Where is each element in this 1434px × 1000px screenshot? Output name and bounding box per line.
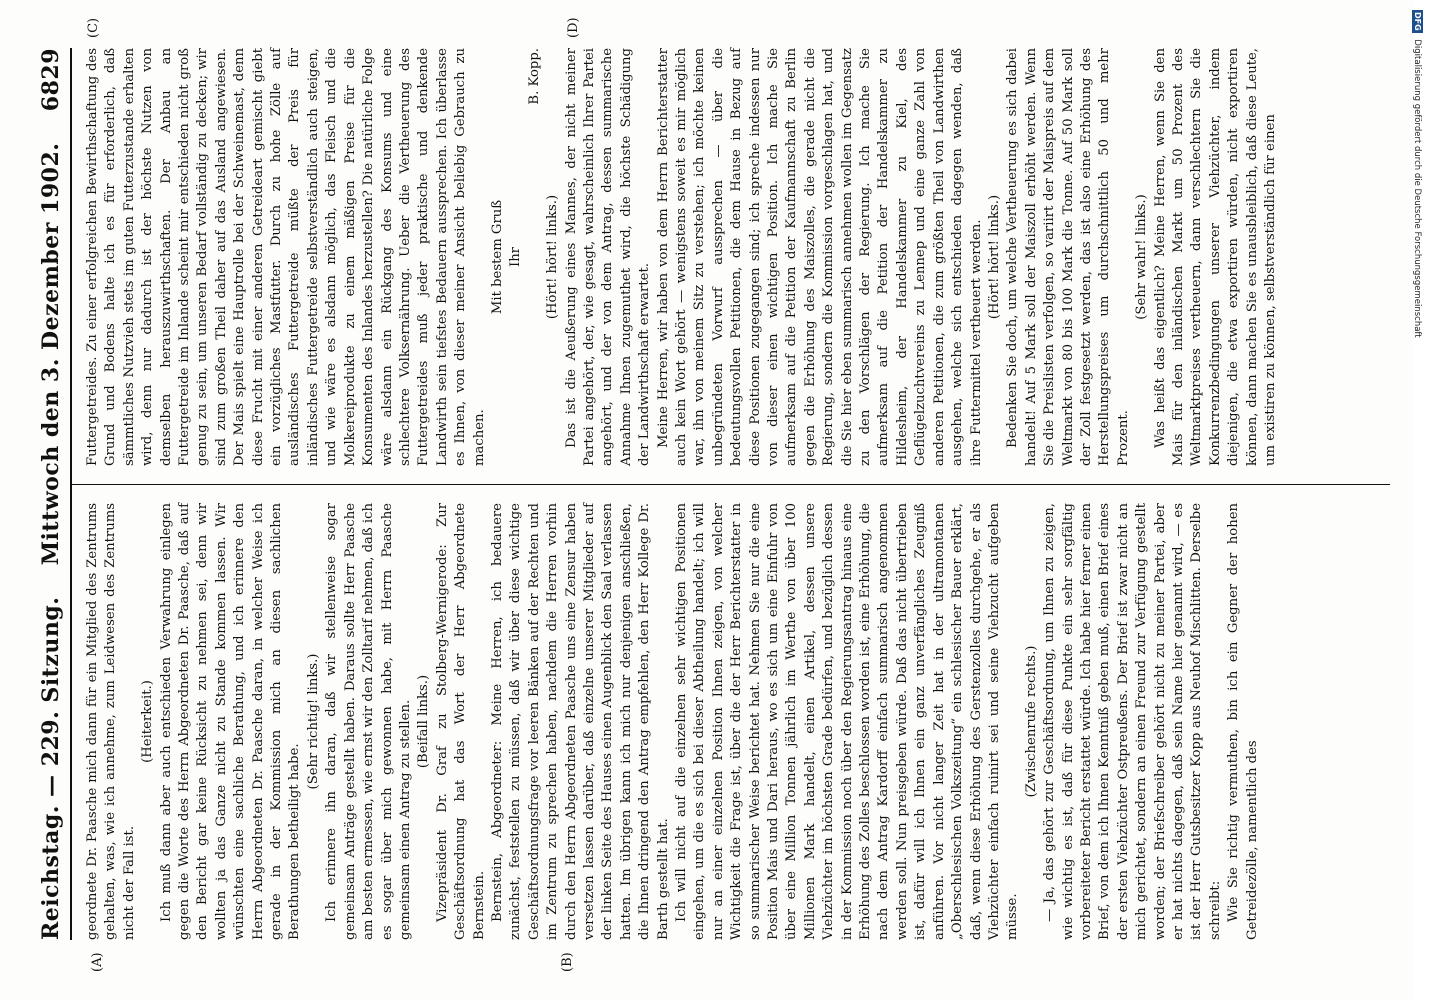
right-column-paragraph: (Sehr wahr! links.)	[1134, 194, 1150, 320]
page-number: 6829	[38, 48, 64, 112]
column-separator	[72, 484, 1390, 485]
right-column-paragraph: Futtergetreides. Zu einer erfolgreichen Bewirthschaftung des Grund und Bodens halte ich es für erforderlich, daß sämmtliches Nutzvieh stets im guten Futterzustande erhalten wird, denn nur dadurch ist der höchste Nutzen von demselben herauszuwirthschaften. Der Anbau an Futtergetreide im Inlande scheint mir entschieden nicht groß genug zu sein, um unseren Bedarf vollständig zu decken; wir sind zum großen Theil daher auf das Ausland angewiesen. Der Mais spielt eine Hauptrolle bei der Schweinemast, denn diese Frucht mit einer anderen Getreideart gemischt giebt ein vorzügliches Mastfutter. Durch zu hohe Zölle auf ausländisches Futtergetreide müßte der Preis für inländisches Futtergetreide selbstverständlich auch steigen, und wie wäre es alsdann möglich, das Fleisch und die Molkereiprodukte zu einem mäßigen Preise für die Konsumenten des Inlandes herzustellen? Die natürliche Folge wäre alsdann ein Rückgang des Konsums und eine schlechtere Volksernährung. Ueber die Vertheuerung des Futtergetreides muß jeder praktische und denkende Landwirth sein tiefstes Bedauern aussprechen. Ich überlasse es Ihnen, von dieser meiner Ansicht beliebig Gebrauch zu machen.	[85, 48, 487, 466]
right-column-paragraph: Mit bestem Gruß	[489, 199, 505, 315]
left-column-paragraph: Ich erinnere ihn daran, daß wir stellenweise sogar gemeinsam Anträge gestellt haben. Daraus sollte Herr Paasche am besten ermessen, wie ernst wir den Zolltarif nehmen, daß ich es sogar über mich gewonnen habe, mit Herrn Paasche gemeinsam einen Antrag zu stellen.	[324, 503, 413, 940]
right-column-paragraph: (Hört! hört! links.)	[545, 194, 561, 320]
left-column-paragraph: (Heiterkeit.)	[140, 680, 156, 763]
header-date: Mittwoch den 3. Dezember 1902.	[38, 142, 64, 566]
header-left: Reichstag. — 229. Sitzung.	[38, 596, 64, 940]
header-rule	[70, 48, 72, 940]
right-column-paragraph: Bedenken Sie doch, um welche Vertheuerung es sich dabei handelt! Auf 5 Mark soll der Maiszoll erhöht werden. Wenn Sie die Preislisten verfolgen, so variirt der Maispreis auf dem Weltmarkt von 80 bis 100 Mark die Tonne. Auf 50 Mark soll der Zoll festgesetzt werden, das ist also eine Erhöhung des Herstellungspreises um durchschnittlich 50 und mehr Prozent.	[1005, 48, 1131, 466]
margin-marker-b: (B)	[560, 952, 575, 972]
left-column	[84, 503, 1390, 940]
left-column-paragraph: (Beifall links.)	[416, 674, 432, 769]
left-column-paragraph: (Sehr richtig! links.)	[305, 653, 321, 790]
funding-note: Digitalisierung gefördert durch die Deutsche Forschungsgemeinschaft	[1412, 39, 1422, 338]
right-column	[84, 48, 1390, 466]
left-column-paragraph: (Zwischenrufe rechts.)	[1023, 645, 1039, 798]
margin-marker-c: (C)	[86, 17, 101, 38]
right-column-paragraph: Meine Herren, wir haben von dem Herrn Berichterstatter auch kein Wort gehört — wenigstens soweit es mir möglich war, ihn von meinem Sitz zu verstehen; ich möchte keinen unbegründeten Vorwurf aussprechen — über die bedeutungsvollen Petitionen, die dem Hause in Bezug auf diese Positionen zugegangen sind; ich spreche indessen nur von dieser einen wichtigen Position. Ich mache Sie aufmerksam auf die Petition der Kaufmannschaft zu Berlin gegen die Erhöhung des Maiszolles, die gerade nicht die Regierung, sondern die Kommission vorgeschlagen hat, und die Sie hier eben summarisch annehmen wollen im Gegensatz zu den Vorschlägen der Regierung. Ich mache Sie aufmerksam auf die Petition der Handelskammer zu Hildesheim, der Handelskammer zu Kiel, des Geflügelzuchtvereins zu Lennep und eine ganze Zahl von anderen Petitionen, die zum größten Theil von Landwirthen ausgehen, welche sich entschieden dagegen wenden, daß ihre Futtermittel vertheuert werden.	[655, 48, 984, 466]
right-column-paragraph: Was heißt das eigentlich? Meine Herren, wenn Sie den Mais für den inländischen Markt um 50 Prozent des Weltmarktpreises vertheuern, dann verschlechtern Sie die Konkurrenzbedingungen unserer Viehzüchter, indem diejenigen, die etwa exportiren würden, nicht exportiren können, dann machen Sie es unausbleiblich, daß diese Leute, um existiren zu können, selbstverständlich für einen	[1152, 48, 1278, 466]
margin-marker-d: (D)	[566, 17, 581, 38]
page-header	[24, 48, 64, 940]
dfg-logo: DFG	[1413, 12, 1422, 31]
left-column-paragraph: Bernstein, Abgeordneter: Meine Herren, ich bedauere zunächst, feststellen zu müssen, daß wir über diese wichtige Geschäftsordnungsfrage vor leeren Bänken auf der Rechten und im Zentrum zu sprechen haben, nachdem die Herren vorhin durch den Herrn Abgeordneten Paasche uns eine Zensur haben versetzen lassen darüber, daß einzelne unserer Mitglieder auf der linken Seite des Hauses einen Augenblick den Saal verlassen hatten. Im übrigen kann ich mich nur denjenigen anschließen, die Ihnen dringend den Antrag empfehlen, den Herr Kollege Dr. Barth gestellt hat.	[489, 503, 671, 940]
right-column-paragraph: Ihr	[508, 247, 524, 268]
left-column-paragraph: Vizepräsident Dr. Graf zu Stolberg-Wernigerode: Zur Geschäftsordnung hat das Wort der Herr Abgeordnete Bernstein.	[434, 503, 487, 940]
funding-strip	[1408, 0, 1434, 1000]
left-column-paragraph: Ich will nicht auf die einzelnen sehr wichtigen Positionen eingehen, um die es sich bei dieser Abtheilung handelt; ich will nur an einer einzelnen Position Ihnen zeigen, von welcher Wichtigkeit die Frage ist, über die der Herr Berichterstatter in so summarischer Weise berichtet hat. Nehmen Sie nur die eine Position Mais und Dari heraus, wo es sich um eine Einfuhr von über eine Million Tonnen jährlich im Werthe von über 100 Millionen Mark handelt, einen Artikel, dessen unsere Viehzüchter im höchsten Grade bedürfen, und bezüglich dessen in der Kommission noch über den Regierungsantrag hinaus eine Erhöhung des Zolles beschlossen worden ist, eine Erhöhung, die nach dem Antrag Kardorff einfach summarisch angenommen werden soll. Nun preisgeben würde. Daß das nicht übertrieben ist, dafür will ich Ihnen ein ganz unverfängliches Zeugniß anführen. Vor nicht langer Zeit hat in der ultramontanen „Oberschlesischen Volkszeitung“ ein schlesischer Bauer erklärt, daß, wenn diese Erhöhung des Gerstenzolles durchgehe, er als Viehzüchter einfach ruinirt sei und seine Viehzucht aufgeben müsse.	[674, 503, 1021, 940]
margin-marker-a: (A)	[90, 952, 105, 972]
right-column-paragraph: Das ist die Aeußerung eines Mannes, der nicht meiner Partei angehört, der, wie gesagt, wahrscheinlich Ihrer Partei angehört, und der von dem Antrag, dessen summarische Annahme Ihnen zugemuthet wird, die höchste Schädigung der Landwirthschaft erwartet.	[563, 48, 653, 466]
left-column-paragraph: Wie Sie richtig vermuthen, bin ich ein Gegner der hohen Getreidezölle, namentlich des	[1226, 503, 1260, 940]
right-column-paragraph: B. Kopp.	[526, 48, 542, 105]
left-column-paragraph: Ich muß dann aber auch entschieden Verwahrung einlegen gegen die Worte des Herrn Abgeordneten Dr. Paasche, daß auf den Bericht gar keine Rücksicht zu nehmen sei, denn wir wollten ja das Ganze nicht zu Stande kommen lassen. Wir wünschten eine sachliche Berathung, und ich erinnere den Herrn Abgeordneten Dr. Paasche daran, in welcher Weise ich gerade in der Kommission mich an diesen sachlichen Berathungen betheiligt habe.	[158, 503, 303, 940]
left-column-paragraph: — Ja, das gehört zur Geschäftsordnung, um Ihnen zu zeigen, wie wichtig es ist, daß für diese Punkte ein sehr sorgfältig vorbereiteter Bericht erstattet würde. Ich habe hier ferner einen Brief, von dem ich Ihnen Kenntniß geben muß, einen Brief eines der ersten Viehzüchter Ostpreußens. Der Brief ist zwar nicht an mich gerichtet, sondern an einen Freund zur Verfügung gestellt worden; der Briefschreiber gehört nicht zu meiner Partei, aber er hat nichts dagegen, daß sein Name hier genannt wird, — es ist der Herr Gutsbesitzer Kopp aus Neuhof Mischlitten. Derselbe schreibt:	[1042, 503, 1223, 940]
right-column-paragraph: (Hört! hört! links.)	[986, 194, 1002, 320]
left-column-paragraph: geordnete Dr. Paasche mich dann für ein Mitglied des Zentrums gehalten, was, wie ich annehme, zum Leidwesen des Zentrums nicht der Fall ist.	[85, 503, 137, 940]
